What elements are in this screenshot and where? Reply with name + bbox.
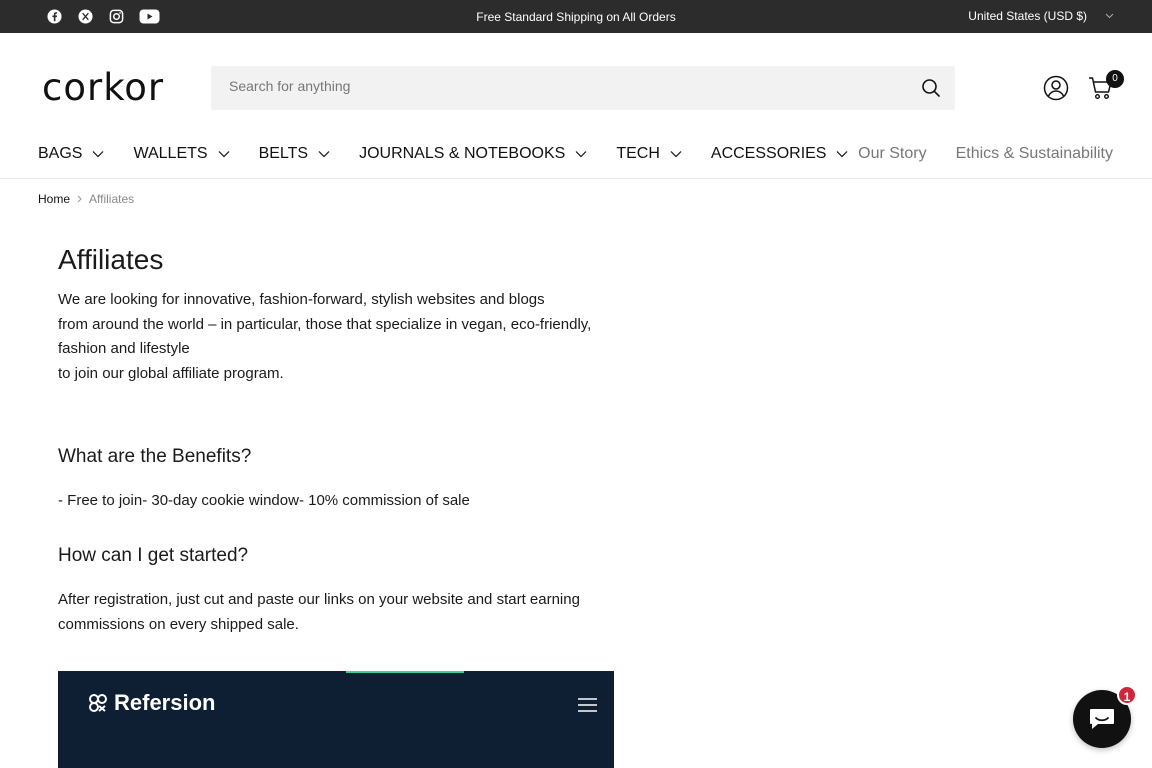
- refersion-brand-name: Refersion: [114, 690, 216, 715]
- breadcrumb-home-link[interactable]: Home: [38, 192, 71, 206]
- nav-item-belts[interactable]: [259, 145, 331, 163]
- refersion-logo: [88, 690, 215, 716]
- nav-item-label: TECH: [616, 145, 660, 162]
- currency-selector[interactable]: [968, 9, 1114, 23]
- nav-item-wallets[interactable]: [133, 145, 229, 163]
- chevron-down-icon: [575, 150, 587, 158]
- chevron-down-icon: [670, 150, 682, 158]
- chevron-down-icon: [836, 150, 848, 158]
- chevron-down-icon: [1105, 13, 1114, 19]
- top-announcement-bar: [0, 0, 1152, 33]
- get-started-text: After registration, just cut and paste our links on your website and start earning commissions on every shipped sale.: [58, 591, 580, 633]
- breadcrumb: [38, 192, 134, 206]
- hamburger-menu-icon[interactable]: [578, 698, 597, 712]
- nav-item-label: ACCESSORIES: [710, 145, 827, 162]
- accent-bar: [346, 671, 464, 673]
- benefits-heading: What are the Benefits?: [58, 446, 252, 467]
- nav-item-label: JOURNALS & NOTEBOOKS: [359, 145, 566, 162]
- nav-item-label: BAGS: [38, 145, 83, 162]
- chevron-right-icon: [77, 195, 82, 203]
- chevron-down-icon: [92, 150, 104, 158]
- cart-count-badge: 0: [1106, 70, 1124, 88]
- nav-item-tech[interactable]: [616, 145, 682, 163]
- intro-line: to join our global affiliate program.: [58, 364, 284, 382]
- account-icon[interactable]: [1043, 75, 1069, 101]
- chat-unread-badge: 1: [1117, 685, 1137, 705]
- benefits-text: - Free to join- 30-day cookie window- 10% commission of sale: [58, 492, 470, 509]
- nav-link-ethics-sustainability[interactable]: Ethics & Sustainability: [955, 145, 1113, 162]
- nav-item-accessories[interactable]: [711, 145, 849, 163]
- nav-link-our-story[interactable]: Our Story: [858, 145, 927, 162]
- page-content: [58, 244, 618, 633]
- nav-item-label: WALLETS: [133, 145, 208, 162]
- search-icon[interactable]: [921, 78, 941, 98]
- nav-item-journals-notebooks[interactable]: [359, 145, 587, 163]
- refersion-banner[interactable]: [58, 671, 614, 768]
- page-title: Affiliates: [58, 244, 164, 275]
- chevron-down-icon: [318, 150, 330, 158]
- get-started-heading: How can I get started?: [58, 545, 249, 566]
- secondary-nav: [858, 145, 1113, 163]
- intro-paragraph: [58, 288, 618, 386]
- search-input[interactable]: [229, 78, 909, 94]
- breadcrumb-current: Affiliates: [89, 192, 135, 206]
- intro-line: We are looking for innovative, fashion-forward, stylish websites and blogs: [58, 291, 545, 308]
- main-nav: [38, 145, 848, 163]
- nav-item-label: BELTS: [258, 145, 309, 162]
- intro-line: from around the world – in particular, those that specialize in vegan, eco-friendly,: [58, 315, 592, 333]
- search-bar[interactable]: [211, 66, 955, 110]
- shipping-promo-text: Free Standard Shipping on All Orders: [476, 10, 676, 24]
- corkor-logo[interactable]: corkor: [42, 66, 165, 109]
- chat-bubble-icon: [1088, 706, 1116, 732]
- chevron-down-icon: [218, 150, 230, 158]
- currency-label: United States (USD $): [968, 9, 1087, 23]
- intro-line: fashion and lifestyle: [58, 340, 190, 357]
- nav-divider: [0, 178, 1152, 179]
- nav-item-bags[interactable]: [38, 145, 104, 163]
- refersion-logo-icon: [88, 693, 108, 713]
